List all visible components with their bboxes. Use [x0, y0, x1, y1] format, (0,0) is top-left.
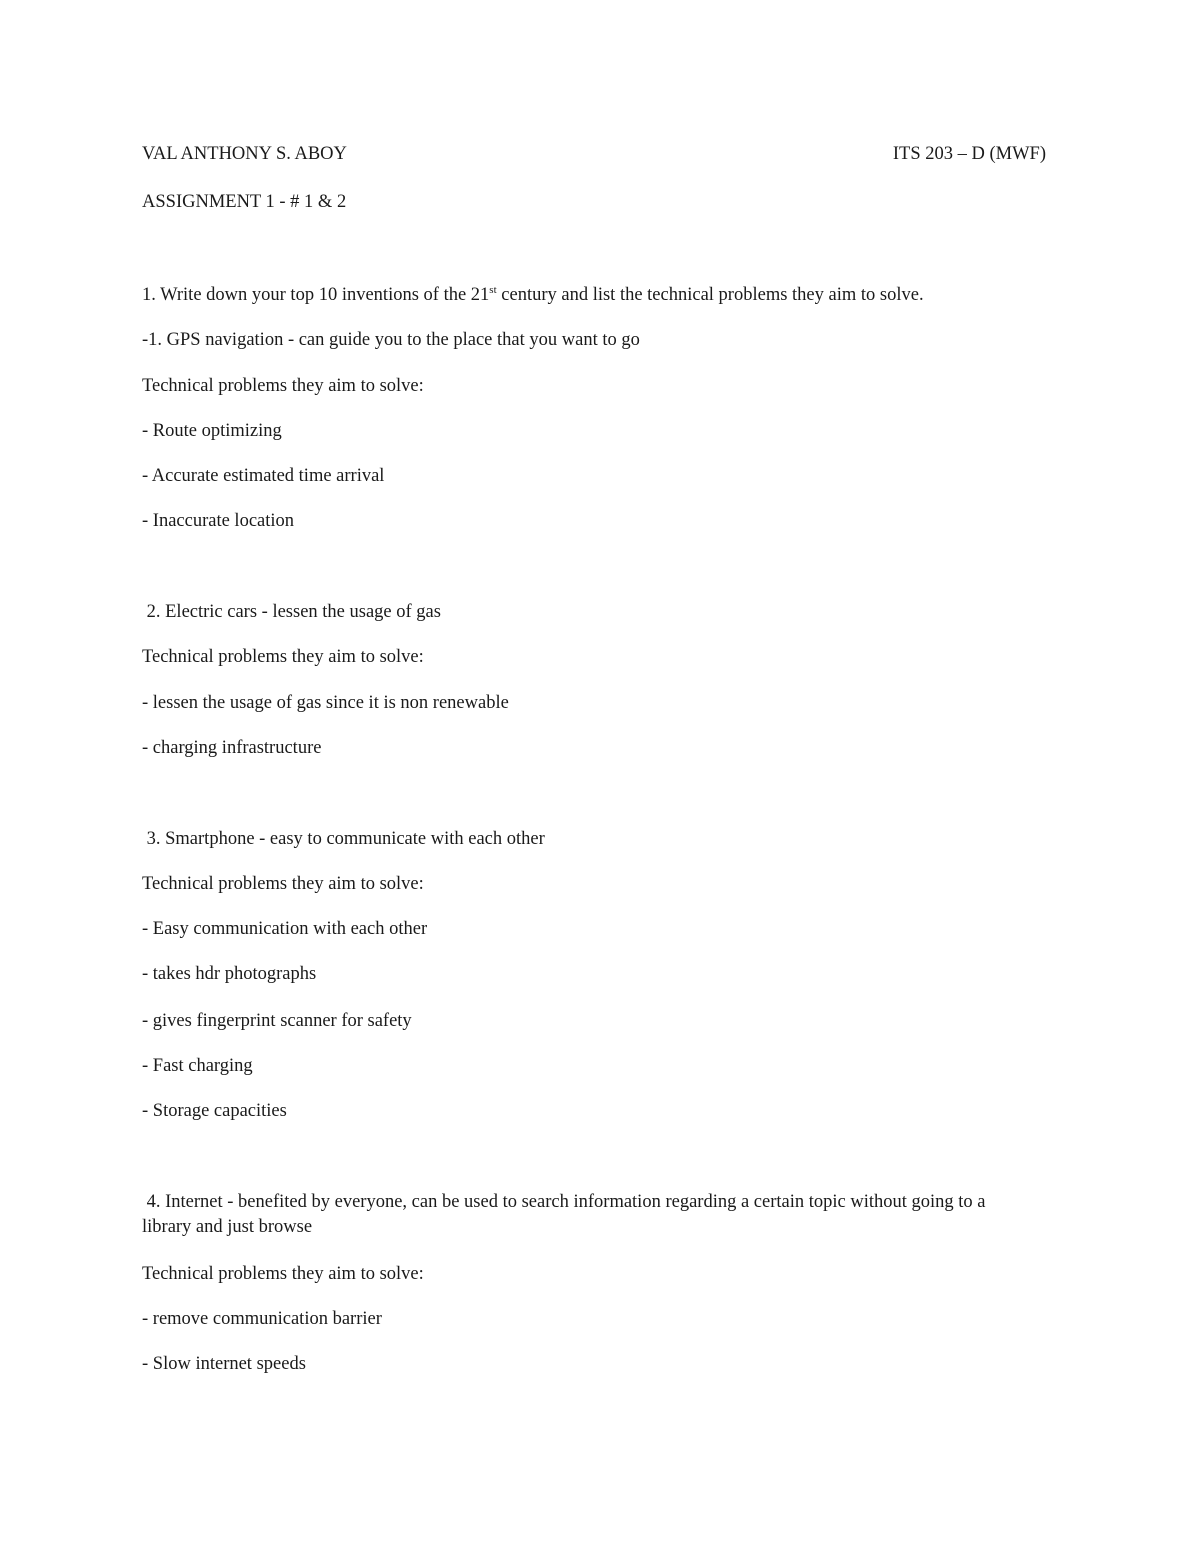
- problems-label: Technical problems they aim to solve:: [142, 376, 424, 396]
- problem-item: - Route optimizing: [142, 421, 282, 441]
- problem-item: - Accurate estimated time arrival: [142, 466, 385, 486]
- problems-label: Technical problems they aim to solve:: [142, 647, 424, 667]
- problem-item: - Easy communication with each other: [142, 919, 428, 939]
- problem-item: - Inaccurate location: [142, 511, 295, 531]
- problem-item: - lessen the usage of gas since it is non renewable: [142, 693, 509, 713]
- problem-item: - Fast charging: [142, 1056, 253, 1076]
- invention-title: 4. Internet - benefited by everyone, can be used to search information regarding a certain topic without going to a: [142, 1192, 986, 1212]
- invention-title: 2. Electric cars - lessen the usage of gas: [142, 602, 441, 622]
- problems-label: Technical problems they aim to solve:: [142, 1264, 424, 1284]
- question-suffix: century and list the technical problems they aim to solve.: [496, 285, 924, 305]
- question-superscript: st: [489, 284, 497, 296]
- problem-item: - Storage capacities: [142, 1101, 287, 1121]
- question-prefix: 1. Write down your top 10 inventions of the 21: [142, 285, 490, 305]
- problem-item: - remove communication barrier: [142, 1309, 382, 1329]
- assignment-title: ASSIGNMENT 1 - # 1 & 2: [142, 192, 347, 212]
- author-name: VAL ANTHONY S. ABOY: [142, 144, 347, 164]
- problem-item: - charging infrastructure: [142, 738, 322, 758]
- course-code: ITS 203 – D (MWF): [892, 144, 1046, 164]
- problem-item: - Slow internet speeds: [142, 1354, 306, 1374]
- problems-label: Technical problems they aim to solve:: [142, 874, 424, 894]
- invention-title: 3. Smartphone - easy to communicate with each other: [142, 829, 545, 849]
- invention-title: -1. GPS navigation - can guide you to the place that you want to go: [142, 330, 640, 350]
- problem-item: - takes hdr photographs: [142, 964, 317, 984]
- question-prompt: [142, 286, 924, 305]
- invention-title-continued: library and just browse: [142, 1217, 313, 1237]
- problem-item: - gives fingerprint scanner for safety: [142, 1011, 412, 1031]
